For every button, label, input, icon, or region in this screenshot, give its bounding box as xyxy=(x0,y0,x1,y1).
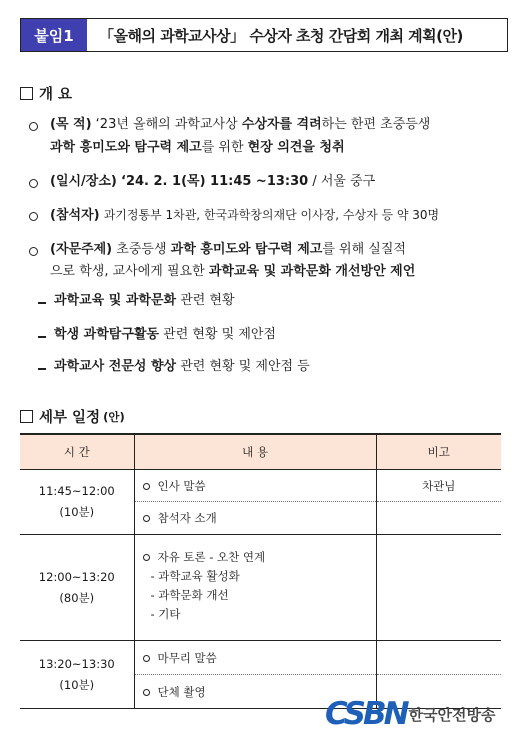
circle-bullet-icon xyxy=(143,689,150,696)
circle-bullet-icon xyxy=(29,212,38,221)
circle-bullet-icon xyxy=(29,179,38,188)
time-cell: 11:45~12:00 (10분) xyxy=(20,470,134,535)
dash-bullet-icon xyxy=(38,368,46,370)
topic-line-2: 으로 학생, 교사에게 필요한 과학교육 및 과학문화 개선방안 제언 xyxy=(50,264,416,279)
column-header: 비고 xyxy=(376,434,501,470)
time-cell: 13:20~13:30 (10분) xyxy=(20,641,134,709)
content-item: 마무리 말씀 xyxy=(134,641,376,675)
circle-bullet-icon xyxy=(143,554,150,561)
time-cell: 12:00~13:20 (80분) xyxy=(20,535,134,641)
section-schedule-heading: 세부 일정 (안) xyxy=(20,406,125,427)
circle-bullet-icon xyxy=(143,515,150,522)
circle-bullet-icon xyxy=(143,655,150,662)
square-bullet-icon xyxy=(20,410,33,423)
dash-bullet-icon xyxy=(38,302,46,304)
document-header xyxy=(20,18,508,52)
circle-bullet-icon xyxy=(143,483,150,490)
purpose-line-1: (목 적) ‘23년 올해의 과학교사상 수상자를 격려하는 한편 초중등생 xyxy=(50,117,431,132)
table-header-row xyxy=(20,434,501,470)
attachment-tag: 붙임1 xyxy=(21,19,87,51)
note-cell xyxy=(376,502,501,535)
dash-bullet-icon xyxy=(38,336,46,338)
table-row xyxy=(20,641,501,675)
datetime-line: (일시/장소) ‘24. 2. 1(목) 11:45 ~13:30 / 서울 중구 xyxy=(50,174,376,189)
section-overview-heading: 개 요 xyxy=(20,83,72,104)
content-item: 참석자 소개 xyxy=(134,502,376,535)
subitem-2: 학생 과학탐구활동 관련 현황 및 제안점 xyxy=(54,327,276,342)
topic-line-1: (자문주제) 초중등생 과학 흥미도와 탐구력 제고를 위해 실질적 xyxy=(50,242,406,257)
note-cell xyxy=(376,535,501,641)
square-bullet-icon xyxy=(20,87,33,100)
note-cell xyxy=(376,641,501,675)
column-header: 내 용 xyxy=(134,434,376,470)
attendees-line: (참석자) 과기정통부 1차관, 한국과학창의재단 이사장, 수상자 등 약 30명 xyxy=(50,208,440,223)
content-item: 단체 촬영 xyxy=(134,675,376,709)
broadcaster-name: 한국안전방송 xyxy=(408,705,496,724)
note-cell: 차관님 xyxy=(376,470,501,502)
content-item: 인사 말씀 xyxy=(134,470,376,502)
csbn-logo-mark: CSBN xyxy=(325,696,407,732)
schedule-table xyxy=(20,433,501,709)
table-row xyxy=(20,535,501,641)
circle-bullet-icon xyxy=(29,122,38,131)
subitem-1: 과학교육 및 과학문화 관련 현황 xyxy=(54,293,235,308)
purpose-line-2: 과학 흥미도와 탐구력 제고를 위한 현장 의견을 청취 xyxy=(50,140,345,155)
circle-bullet-icon xyxy=(29,247,38,256)
document-title: 「올해의 과학교사상」 수상자 초청 간담회 개최 계획(안) xyxy=(99,26,463,45)
csbn-watermark-logo xyxy=(325,696,496,732)
column-header: 시 간 xyxy=(20,434,134,470)
table-row xyxy=(20,470,501,502)
content-item: 자유 토론 - 오찬 연계 - 과학교육 활성화 - 과학문화 개선 - 기타 xyxy=(134,535,376,641)
subitem-3: 과학교사 전문성 향상 관련 현황 및 제안점 등 xyxy=(54,359,310,374)
